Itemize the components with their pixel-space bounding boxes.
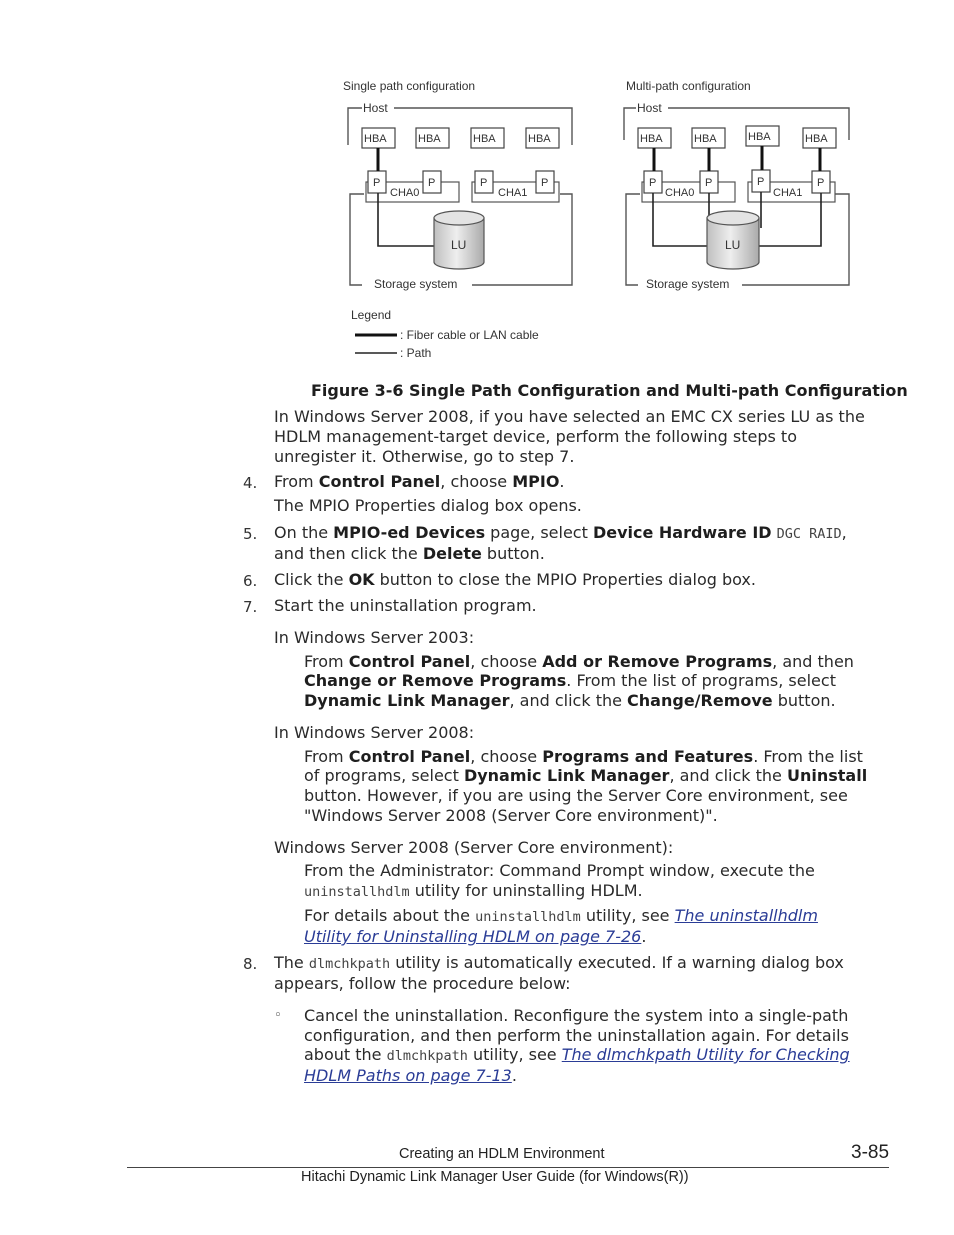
multi-hba-label-4: HBA [805, 133, 828, 145]
step-5-text: On the MPIO-ed Devices page, select Device Hardware ID DGC RAID, [274, 523, 847, 542]
single-hba-label-3: HBA [473, 133, 496, 145]
core-line-3: For details about the uninstallhdlm utility, see The uninstallhdlm [304, 906, 818, 925]
multi-storage-label: Storage system [646, 277, 730, 291]
step-6-text: Click the OK button to close the MPIO Properties dialog box. [274, 570, 756, 589]
single-cha0-label: CHA0 [390, 187, 420, 199]
ws2003-line-3: Dynamic Link Manager, and click the Change/Remove button. [304, 691, 836, 710]
multi-port-label-1: P [649, 177, 657, 189]
intro-line-3: unregister it. Otherwise, go to step 7. [274, 447, 575, 466]
figure-caption: Figure 3-6 Single Path Configuration and Multi-path Configuration [311, 381, 908, 400]
ws2008-line-1: From Control Panel, choose Programs and Features. From the list [304, 747, 863, 766]
step-8-text: The dlmchkpath utility is automatically executed. If a warning dialog box [274, 953, 844, 972]
multi-diagram-title: Multi-path configuration [626, 79, 751, 93]
legend-title: Legend [351, 308, 392, 322]
single-diagram-title: Single path configuration [343, 79, 476, 93]
footer-book-title: Hitachi Dynamic Link Manager User Guide (for Windows(R)) [301, 1169, 689, 1185]
ws2008-line-3: button. However, if you are using the Server Core environment, see [304, 786, 848, 805]
single-hba-label-2: HBA [418, 133, 441, 145]
ws2003-line-2: Change or Remove Programs. From the list of programs, select [304, 671, 836, 690]
step-number-5: 5. [243, 525, 258, 543]
bullet-line-3: about the dlmchkpath utility, see The dlmchkpath Utility for Checking [304, 1045, 850, 1064]
ws2008-line-2: of programs, select Dynamic Link Manager, and click the Uninstall [304, 766, 868, 785]
step-4-result: The MPIO Properties dialog box opens. [274, 496, 582, 515]
core-line-1: From the Administrator: Command Prompt window, execute the [304, 861, 815, 880]
uninstallhdlm-link-cont[interactable]: Utility for Uninstalling HDLM on page 7-26 [304, 927, 642, 946]
multi-path-diagram [624, 79, 849, 291]
page-number: 3-85 [851, 1142, 890, 1163]
single-hba-label-1: HBA [364, 133, 387, 145]
single-lu-label: LU [451, 238, 467, 252]
step-number-7: 7. [243, 598, 258, 616]
step-5-text-2: and then click the Delete button. [274, 544, 545, 563]
single-port-label-1: P [373, 177, 381, 189]
core-line-4: Utility for Uninstalling HDLM on page 7-26. [304, 927, 647, 946]
single-port-label-3: P [480, 177, 488, 189]
core-heading: Windows Server 2008 (Server Core environment): [274, 838, 674, 857]
footer-rule [127, 1167, 889, 1168]
core-line-2: uninstallhdlm utility for uninstalling HDLM. [304, 881, 643, 900]
legend-fiber-label: : Fiber cable or LAN cable [400, 328, 539, 342]
bullet-line-2: configuration, and then perform the uninstallation again. For details [304, 1026, 849, 1045]
step-8-text-2: appears, follow the procedure below: [274, 974, 571, 993]
step-4-text: From Control Panel, choose MPIO. [274, 472, 565, 491]
single-hba-label-4: HBA [528, 133, 551, 145]
single-storage-label: Storage system [374, 277, 458, 291]
multi-port-label-2: P [705, 177, 713, 189]
single-lu-cylinder [434, 211, 484, 269]
intro-line-1: In Windows Server 2008, if you have selected an EMC CX series LU as the [274, 407, 865, 426]
single-hba-group [362, 128, 559, 148]
single-cha1-label: CHA1 [498, 187, 528, 199]
ws2008-line-4: "Windows Server 2008 (Server Core environment)". [304, 806, 718, 825]
figure-legend [351, 308, 539, 360]
single-host-label: Host [363, 101, 388, 115]
single-port-label-2: P [428, 177, 436, 189]
dlmchkpath-link[interactable]: The dlmchkpath Utility for Checking [561, 1045, 850, 1064]
step-number-6: 6. [243, 572, 258, 590]
multi-hba-label-3: HBA [748, 131, 771, 143]
footer-section-title: Creating an HDLM Environment [399, 1146, 605, 1162]
step-number-4: 4. [243, 474, 258, 492]
bullet-line-4: HDLM Paths on page 7-13. [304, 1066, 517, 1085]
dlmchkpath-link-cont[interactable]: HDLM Paths on page 7-13 [304, 1066, 512, 1085]
multi-lu-label: LU [725, 238, 741, 252]
step-7-text: Start the uninstallation program. [274, 596, 537, 615]
single-path-diagram [343, 79, 572, 291]
ws2003-heading: In Windows Server 2003: [274, 628, 475, 647]
bullet-line-1: Cancel the uninstallation. Reconfigure the system into a single-path [304, 1006, 849, 1025]
legend-path-label: : Path [400, 346, 432, 360]
multi-port-label-4: P [817, 177, 825, 189]
single-port-label-4: P [541, 177, 549, 189]
multi-cha1-label: CHA1 [773, 187, 803, 199]
multi-lu-cylinder [707, 211, 759, 269]
multi-port-label-3: P [757, 176, 765, 188]
ws2003-line-1: From Control Panel, choose Add or Remove Programs, and then [304, 652, 854, 671]
multi-hba-group [638, 126, 836, 148]
multi-host-label: Host [637, 101, 662, 115]
multi-cha0-label: CHA0 [665, 187, 695, 199]
step-number-8: 8. [243, 955, 258, 973]
ws2008-heading: In Windows Server 2008: [274, 723, 475, 742]
bullet-marker-icon: ◦ [274, 1008, 282, 1023]
uninstallhdlm-link[interactable]: The uninstallhdlm [674, 906, 818, 925]
intro-line-2: HDLM management-target device, perform the following steps to [274, 427, 797, 446]
configuration-figure [0, 0, 954, 370]
multi-hba-label-1: HBA [640, 133, 663, 145]
multi-hba-label-2: HBA [694, 133, 717, 145]
